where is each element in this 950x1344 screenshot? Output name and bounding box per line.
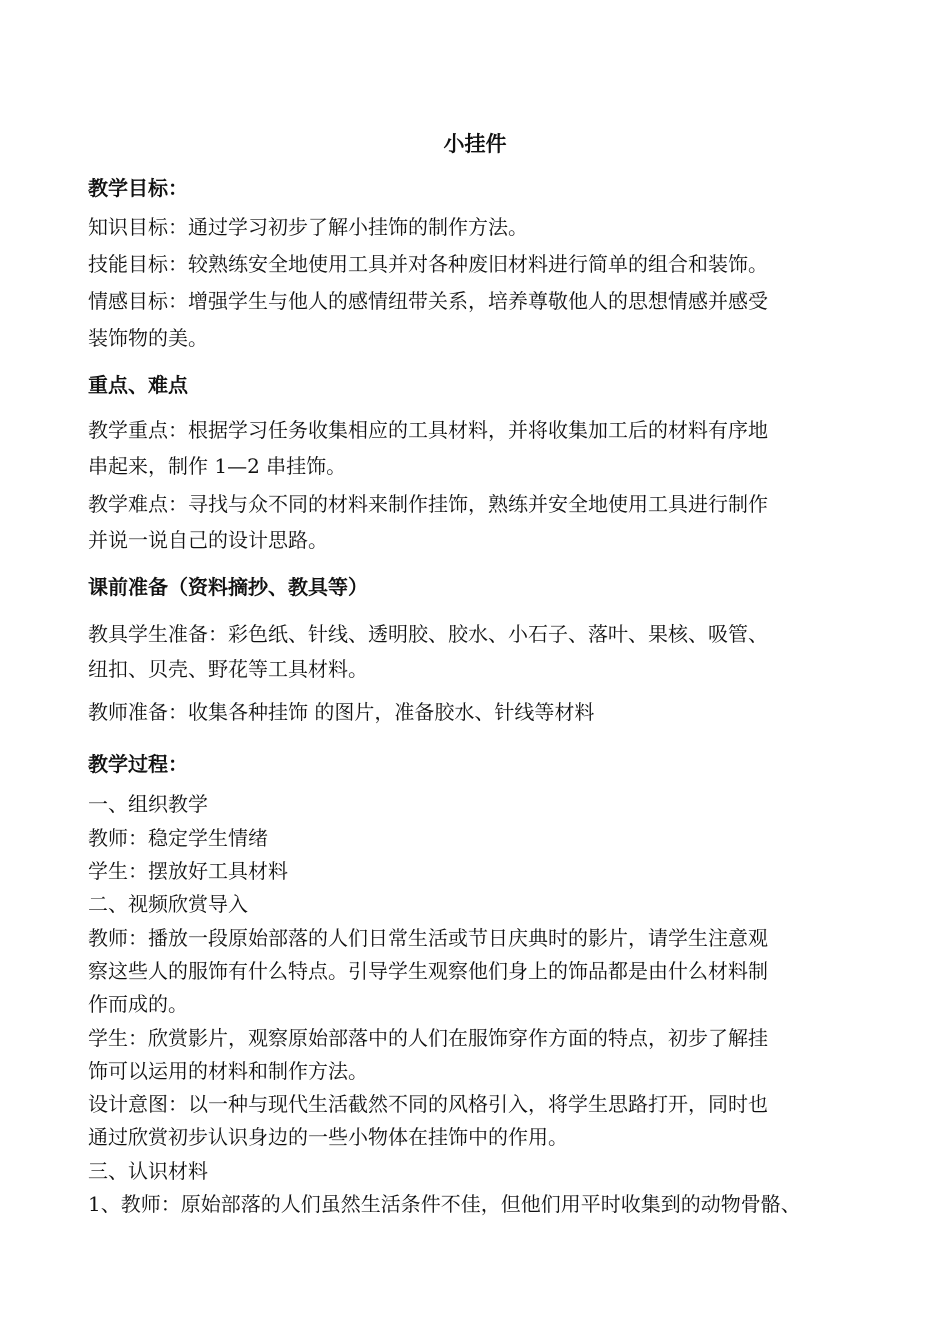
- process-line: 二、视频欣赏导入: [88, 892, 248, 916]
- difficulty-line1: 教学难点：寻找与众不同的材料来制作挂饰，熟练并安全地使用工具进行制作: [88, 492, 768, 516]
- skill-objective: 技能目标：较熟练安全地使用工具并对各种废旧材料进行简单的组合和装饰。: [88, 252, 768, 276]
- emotion-objective-line2: 装饰物的美。: [88, 326, 208, 350]
- process-line: 通过欣赏初步认识身边的一些小物体在挂饰中的作用。: [88, 1125, 568, 1149]
- process-heading: 教学过程：: [88, 752, 188, 776]
- knowledge-objective: 知识目标：通过学习初步了解小挂饰的制作方法。: [88, 215, 528, 239]
- key-point-line1: 教学重点：根据学习任务收集相应的工具材料，并将收集加工后的材料有序地: [88, 418, 768, 442]
- teacher-prep: 教师准备：收集各种挂饰 的图片，准备胶水、针线等材料: [88, 700, 595, 724]
- process-line: 学生：摆放好工具材料: [88, 859, 288, 883]
- process-line: 饰可以运用的材料和制作方法。: [88, 1059, 368, 1083]
- process-line: 教师：播放一段原始部落的人们日常生活或节日庆典时的影片，请学生注意观: [88, 926, 768, 950]
- process-line: 教师：稳定学生情绪: [88, 826, 268, 850]
- process-line: 1、教师：原始部落的人们虽然生活条件不佳，但他们用平时收集到的动物骨骼、: [88, 1192, 801, 1216]
- preparation-heading: 课前准备（资料摘抄、教具等）: [88, 575, 368, 599]
- process-line: 察这些人的服饰有什么特点。引导学生观察他们身上的饰品都是由什么材料制: [88, 959, 768, 983]
- process-line: 一、组织教学: [88, 792, 208, 816]
- page-title: 小挂件: [443, 132, 507, 156]
- student-prep-line1: 教具学生准备：彩色纸、针线、透明胶、胶水、小石子、落叶、果核、吸管、: [88, 622, 768, 646]
- key-difficulty-heading: 重点、难点: [88, 373, 188, 397]
- process-line: 三、认识材料: [88, 1159, 208, 1183]
- student-prep-line2: 纽扣、贝壳、野花等工具材料。: [88, 657, 368, 681]
- objectives-heading: 教学目标：: [88, 176, 188, 200]
- key-point-line2: 串起来，制作 1—2 串挂饰。: [88, 454, 347, 478]
- process-line: 设计意图：以一种与现代生活截然不同的风格引入，将学生思路打开，同时也: [88, 1092, 768, 1116]
- difficulty-line2: 并说一说自己的设计思路。: [88, 528, 328, 552]
- emotion-objective-line1: 情感目标：增强学生与他人的感情纽带关系，培养尊敬他人的思想情感并感受: [88, 289, 768, 313]
- process-line: 学生：欣赏影片，观察原始部落中的人们在服饰穿作方面的特点，初步了解挂: [88, 1026, 768, 1050]
- process-line: 作而成的。: [88, 992, 188, 1016]
